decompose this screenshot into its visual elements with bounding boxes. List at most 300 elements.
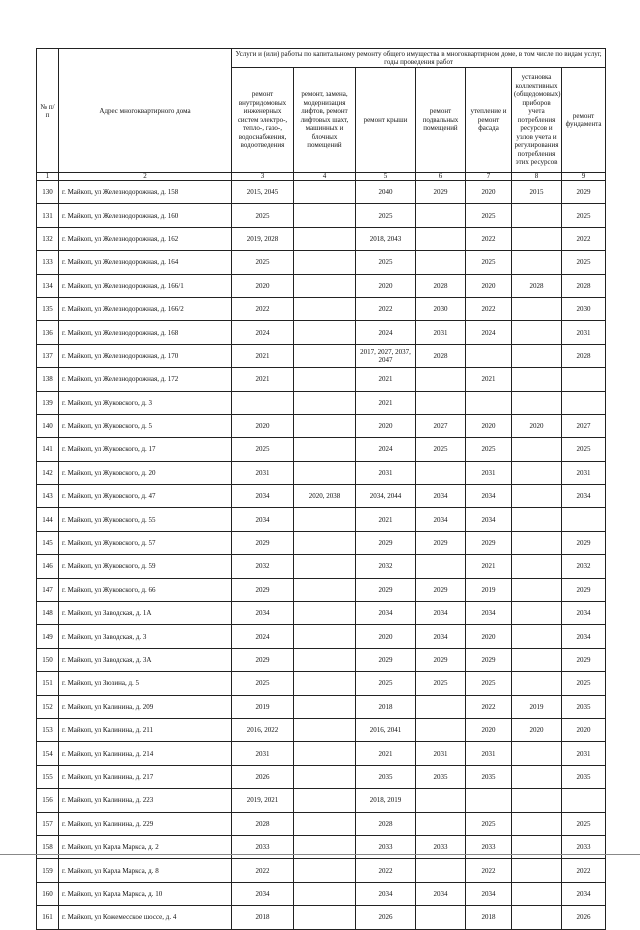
cell-facade: 2034 <box>466 602 512 625</box>
table-body <box>37 181 606 930</box>
cell-elevators <box>294 438 356 461</box>
header-col-address: Адрес многоквартирного дома <box>59 49 232 173</box>
cell-facade: 2033 <box>466 835 512 858</box>
cell-elevators <box>294 297 356 320</box>
row-address: г. Майкоп, ул Калинина, д. 209 <box>59 695 232 718</box>
cell-roof: 2034 <box>356 882 416 905</box>
cell-foundation: 2031 <box>562 321 606 344</box>
table-row <box>37 555 606 578</box>
cell-elevators <box>294 765 356 788</box>
row-address: г. Майкоп, ул Железнодорожная, д. 172 <box>59 368 232 391</box>
cell-facade <box>466 391 512 414</box>
table-row <box>37 906 606 929</box>
cell-facade: 2025 <box>466 812 512 835</box>
cell-elevators <box>294 461 356 484</box>
row-address: г. Майкоп, ул Калинина, д. 223 <box>59 789 232 812</box>
cell-basement: 2028 <box>416 274 466 297</box>
cell-foundation: 2025 <box>562 204 606 227</box>
cell-engineering-systems: 2029 <box>232 578 294 601</box>
row-number: 157 <box>37 812 59 835</box>
row-address: г. Майкоп, ул Железнодорожная, д. 160 <box>59 204 232 227</box>
cell-foundation: 2030 <box>562 297 606 320</box>
cell-engineering-systems: 2029 <box>232 648 294 671</box>
table-row <box>37 321 606 344</box>
cell-facade <box>466 789 512 812</box>
cell-basement: 2029 <box>416 648 466 671</box>
table-row <box>37 672 606 695</box>
cell-basement <box>416 695 466 718</box>
cell-metering <box>512 906 562 929</box>
cell-facade: 2022 <box>466 297 512 320</box>
row-number: 150 <box>37 648 59 671</box>
row-number: 148 <box>37 602 59 625</box>
cell-engineering-systems: 2016, 2022 <box>232 718 294 741</box>
cell-engineering-systems: 2025 <box>232 204 294 227</box>
cell-metering <box>512 835 562 858</box>
row-address: г. Майкоп, ул Жуковского, д. 3 <box>59 391 232 414</box>
table-row <box>37 227 606 250</box>
cell-elevators <box>294 625 356 648</box>
cell-metering <box>512 321 562 344</box>
cell-foundation: 2034 <box>562 625 606 648</box>
row-address: г. Майкоп, ул Железнодорожная, д. 166/1 <box>59 274 232 297</box>
cell-foundation <box>562 391 606 414</box>
cell-metering <box>512 391 562 414</box>
cell-engineering-systems: 2034 <box>232 602 294 625</box>
cell-foundation: 2035 <box>562 695 606 718</box>
row-number: 133 <box>37 251 59 274</box>
row-address: г. Майкоп, ул Жуковского, д. 17 <box>59 438 232 461</box>
header-service-foundation: ремонт фундамента <box>562 68 606 173</box>
cell-roof: 2021 <box>356 391 416 414</box>
cell-metering <box>512 625 562 648</box>
cell-elevators <box>294 531 356 554</box>
row-number: 138 <box>37 368 59 391</box>
header-service-facade: утепление и ремонт фасада <box>466 68 512 173</box>
header-services-group: Услуги и (или) работы по капитальному ремонту общего имущества в многоквартирном доме, в том числе по видам услуг, годы проведения работ <box>232 49 606 68</box>
cell-engineering-systems: 2025 <box>232 672 294 695</box>
table-row <box>37 602 606 625</box>
cell-facade: 2034 <box>466 882 512 905</box>
header-service-roof: ремонт крыши <box>356 68 416 173</box>
cell-facade: 2020 <box>466 274 512 297</box>
cell-engineering-systems: 2031 <box>232 461 294 484</box>
cell-metering: 2020 <box>512 414 562 437</box>
cell-elevators <box>294 274 356 297</box>
row-number: 145 <box>37 531 59 554</box>
cell-foundation: 2025 <box>562 251 606 274</box>
column-number: 8 <box>512 173 562 181</box>
column-number: 9 <box>562 173 606 181</box>
row-address: г. Майкоп, ул Калинина, д. 217 <box>59 765 232 788</box>
cell-elevators <box>294 555 356 578</box>
cell-foundation: 2026 <box>562 906 606 929</box>
cell-elevators <box>294 391 356 414</box>
cell-engineering-systems: 2019 <box>232 695 294 718</box>
cell-roof: 2021 <box>356 508 416 531</box>
cell-elevators <box>294 812 356 835</box>
cell-facade: 2021 <box>466 368 512 391</box>
cell-foundation: 2022 <box>562 859 606 882</box>
cell-metering <box>512 297 562 320</box>
row-number: 142 <box>37 461 59 484</box>
cell-metering <box>512 648 562 671</box>
cell-engineering-systems: 2034 <box>232 485 294 508</box>
cell-facade: 2019 <box>466 578 512 601</box>
cell-facade: 2031 <box>466 461 512 484</box>
cell-engineering-systems: 2018 <box>232 906 294 929</box>
cell-facade: 2020 <box>466 718 512 741</box>
cell-basement <box>416 812 466 835</box>
column-number: 3 <box>232 173 294 181</box>
header-service-metering: установка коллективных (общедомовых) приборов учета потребления ресурсов и узлов учета и регулирования потребления этих ресурсов <box>512 68 562 173</box>
table-row <box>37 461 606 484</box>
cell-facade: 2021 <box>466 555 512 578</box>
row-address: г. Майкоп, ул Карла Маркса, д. 2 <box>59 835 232 858</box>
cell-basement: 2030 <box>416 297 466 320</box>
cell-basement: 2034 <box>416 602 466 625</box>
column-number: 7 <box>466 173 512 181</box>
table-row <box>37 648 606 671</box>
row-number: 154 <box>37 742 59 765</box>
cell-basement: 2035 <box>416 765 466 788</box>
cell-foundation: 2020 <box>562 718 606 741</box>
row-number: 159 <box>37 859 59 882</box>
column-number: 1 <box>37 173 59 181</box>
cell-elevators <box>294 321 356 344</box>
cell-engineering-systems: 2034 <box>232 508 294 531</box>
cell-engineering-systems: 2021 <box>232 368 294 391</box>
cell-metering <box>512 602 562 625</box>
row-address: г. Майкоп, ул Жуковского, д. 57 <box>59 531 232 554</box>
cell-facade: 2035 <box>466 765 512 788</box>
table-row <box>37 765 606 788</box>
cell-basement <box>416 391 466 414</box>
table-row <box>37 508 606 531</box>
row-address: г. Майкоп, ул Железнодорожная, д. 162 <box>59 227 232 250</box>
column-number: 5 <box>356 173 416 181</box>
column-number: 6 <box>416 173 466 181</box>
cell-foundation: 2029 <box>562 531 606 554</box>
cell-basement: 2033 <box>416 835 466 858</box>
cell-elevators <box>294 648 356 671</box>
cell-elevators <box>294 204 356 227</box>
table-row <box>37 531 606 554</box>
cell-roof: 2016, 2041 <box>356 718 416 741</box>
table-row <box>37 625 606 648</box>
cell-roof: 2034 <box>356 602 416 625</box>
row-address: г. Майкоп, ул Зюзина, д. 5 <box>59 672 232 695</box>
header-service-engineering-systems: ремонт внутридомовых инженерных систем электро-, тепло-, газо-, водоснабжения, водоотведения <box>232 68 294 173</box>
row-number: 151 <box>37 672 59 695</box>
cell-basement: 2034 <box>416 882 466 905</box>
header-col-number: № п/п <box>37 49 59 173</box>
cell-roof: 2018 <box>356 695 416 718</box>
cell-facade: 2029 <box>466 648 512 671</box>
row-number: 132 <box>37 227 59 250</box>
cell-metering <box>512 438 562 461</box>
cell-facade: 2018 <box>466 906 512 929</box>
cell-roof: 2022 <box>356 297 416 320</box>
cell-foundation: 2029 <box>562 648 606 671</box>
cell-roof: 2020 <box>356 274 416 297</box>
row-address: г. Майкоп, ул Жуковского, д. 5 <box>59 414 232 437</box>
cell-roof: 2024 <box>356 321 416 344</box>
cell-elevators <box>294 181 356 204</box>
cell-roof: 2031 <box>356 461 416 484</box>
cell-metering <box>512 742 562 765</box>
cell-metering <box>512 344 562 367</box>
cell-facade: 2022 <box>466 859 512 882</box>
column-number: 4 <box>294 173 356 181</box>
row-number: 146 <box>37 555 59 578</box>
cell-engineering-systems: 2025 <box>232 251 294 274</box>
cell-elevators <box>294 251 356 274</box>
cell-engineering-systems: 2033 <box>232 835 294 858</box>
cell-foundation: 2028 <box>562 274 606 297</box>
row-number: 141 <box>37 438 59 461</box>
table-row <box>37 835 606 858</box>
row-number: 156 <box>37 789 59 812</box>
cell-roof: 2034, 2044 <box>356 485 416 508</box>
cell-facade: 2022 <box>466 695 512 718</box>
cell-foundation: 2031 <box>562 461 606 484</box>
cell-roof: 2018, 2019 <box>356 789 416 812</box>
cell-metering <box>512 578 562 601</box>
cell-facade: 2034 <box>466 508 512 531</box>
cell-roof: 2020 <box>356 414 416 437</box>
table-row <box>37 882 606 905</box>
row-address: г. Майкоп, ул Железнодорожная, д. 170 <box>59 344 232 367</box>
cell-foundation: 2031 <box>562 742 606 765</box>
row-number: 152 <box>37 695 59 718</box>
cell-elevators <box>294 695 356 718</box>
table-row <box>37 204 606 227</box>
table-row <box>37 695 606 718</box>
cell-roof: 2040 <box>356 181 416 204</box>
cell-engineering-systems: 2015, 2045 <box>232 181 294 204</box>
row-number: 160 <box>37 882 59 905</box>
cell-elevators <box>294 368 356 391</box>
table-row <box>37 368 606 391</box>
cell-elevators <box>294 718 356 741</box>
table-row <box>37 274 606 297</box>
cell-metering <box>512 531 562 554</box>
cell-elevators <box>294 835 356 858</box>
row-address: г. Майкоп, ул Заводская, д. 3 <box>59 625 232 648</box>
cell-metering <box>512 555 562 578</box>
table-row <box>37 859 606 882</box>
cell-metering <box>512 227 562 250</box>
row-address: г. Майкоп, ул Железнодорожная, д. 168 <box>59 321 232 344</box>
cell-facade: 2034 <box>466 485 512 508</box>
row-address: г. Майкоп, ул Жуковского, д. 20 <box>59 461 232 484</box>
row-address: г. Майкоп, ул Жуковского, д. 59 <box>59 555 232 578</box>
row-address: г. Майкоп, ул Жуковского, д. 66 <box>59 578 232 601</box>
cell-facade: 2020 <box>466 181 512 204</box>
row-address: г. Майкоп, ул Железнодорожная, д. 164 <box>59 251 232 274</box>
cell-facade: 2025 <box>466 438 512 461</box>
cell-metering <box>512 789 562 812</box>
cell-basement <box>416 555 466 578</box>
cell-roof: 2028 <box>356 812 416 835</box>
capital-repair-table <box>36 48 606 930</box>
table-row <box>37 181 606 204</box>
cell-engineering-systems: 2029 <box>232 531 294 554</box>
cell-basement: 2034 <box>416 625 466 648</box>
cell-engineering-systems: 2025 <box>232 438 294 461</box>
cell-metering <box>512 765 562 788</box>
row-number: 137 <box>37 344 59 367</box>
cell-roof: 2025 <box>356 204 416 227</box>
cell-basement <box>416 461 466 484</box>
table-row <box>37 344 606 367</box>
cell-foundation: 2025 <box>562 812 606 835</box>
cell-metering <box>512 485 562 508</box>
row-address: г. Майкоп, ул Железнодорожная, д. 166/2 <box>59 297 232 320</box>
cell-foundation: 2025 <box>562 672 606 695</box>
row-address: г. Майкоп, ул Жуковского, д. 47 <box>59 485 232 508</box>
row-address: г. Майкоп, ул Кожемесское шоссе, д. 4 <box>59 906 232 929</box>
cell-foundation: 2034 <box>562 882 606 905</box>
cell-basement: 2031 <box>416 742 466 765</box>
table-row <box>37 414 606 437</box>
scan-edge-line <box>0 854 640 855</box>
cell-elevators <box>294 672 356 695</box>
cell-foundation: 2032 <box>562 555 606 578</box>
cell-foundation: 2027 <box>562 414 606 437</box>
cell-foundation: 2029 <box>562 181 606 204</box>
header-service-basement: ремонт подвальных помещений <box>416 68 466 173</box>
cell-facade: 2022 <box>466 227 512 250</box>
column-number: 2 <box>59 173 232 181</box>
cell-engineering-systems: 2019, 2028 <box>232 227 294 250</box>
cell-roof: 2025 <box>356 672 416 695</box>
cell-metering: 2015 <box>512 181 562 204</box>
cell-facade: 2020 <box>466 625 512 648</box>
cell-engineering-systems: 2034 <box>232 882 294 905</box>
cell-elevators <box>294 859 356 882</box>
cell-elevators: 2020, 2038 <box>294 485 356 508</box>
cell-facade: 2025 <box>466 672 512 695</box>
cell-metering <box>512 882 562 905</box>
row-number: 135 <box>37 297 59 320</box>
row-number: 153 <box>37 718 59 741</box>
cell-foundation: 2034 <box>562 485 606 508</box>
cell-elevators <box>294 508 356 531</box>
cell-roof: 2029 <box>356 648 416 671</box>
row-number: 140 <box>37 414 59 437</box>
cell-foundation: 2029 <box>562 578 606 601</box>
row-number: 134 <box>37 274 59 297</box>
cell-facade: 2029 <box>466 531 512 554</box>
cell-roof: 2022 <box>356 859 416 882</box>
cell-roof: 2024 <box>356 438 416 461</box>
cell-roof: 2021 <box>356 742 416 765</box>
cell-foundation: 2034 <box>562 602 606 625</box>
cell-roof: 2029 <box>356 578 416 601</box>
cell-roof: 2026 <box>356 906 416 929</box>
cell-basement: 2028 <box>416 344 466 367</box>
table-row <box>37 485 606 508</box>
cell-elevators <box>294 414 356 437</box>
row-number: 147 <box>37 578 59 601</box>
cell-metering <box>512 461 562 484</box>
cell-basement <box>416 251 466 274</box>
cell-elevators <box>294 882 356 905</box>
cell-foundation <box>562 368 606 391</box>
cell-metering <box>512 204 562 227</box>
cell-facade: 2031 <box>466 742 512 765</box>
cell-basement <box>416 204 466 227</box>
table-row <box>37 438 606 461</box>
cell-engineering-systems: 2031 <box>232 742 294 765</box>
table-row <box>37 251 606 274</box>
cell-basement: 2034 <box>416 508 466 531</box>
cell-elevators <box>294 789 356 812</box>
row-address: г. Майкоп, ул Калинина, д. 214 <box>59 742 232 765</box>
cell-elevators <box>294 906 356 929</box>
cell-basement: 2029 <box>416 531 466 554</box>
cell-basement <box>416 718 466 741</box>
cell-engineering-systems: 2024 <box>232 625 294 648</box>
cell-basement: 2031 <box>416 321 466 344</box>
row-number: 158 <box>37 835 59 858</box>
row-address: г. Майкоп, ул Карла Маркса, д. 10 <box>59 882 232 905</box>
cell-engineering-systems: 2022 <box>232 859 294 882</box>
cell-engineering-systems: 2020 <box>232 414 294 437</box>
table-row <box>37 578 606 601</box>
cell-basement <box>416 227 466 250</box>
row-address: г. Майкоп, ул Заводская, д. 1А <box>59 602 232 625</box>
cell-engineering-systems: 2032 <box>232 555 294 578</box>
cell-metering: 2020 <box>512 718 562 741</box>
cell-facade: 2025 <box>466 204 512 227</box>
table-row <box>37 789 606 812</box>
row-address: г. Майкоп, ул Калинина, д. 229 <box>59 812 232 835</box>
cell-elevators <box>294 742 356 765</box>
cell-roof: 2021 <box>356 368 416 391</box>
row-number: 161 <box>37 906 59 929</box>
cell-foundation <box>562 508 606 531</box>
table-row <box>37 742 606 765</box>
row-number: 131 <box>37 204 59 227</box>
cell-metering <box>512 251 562 274</box>
cell-metering: 2028 <box>512 274 562 297</box>
cell-basement: 2029 <box>416 578 466 601</box>
cell-elevators <box>294 227 356 250</box>
row-address: г. Майкоп, ул Заводская, д. 3А <box>59 648 232 671</box>
cell-roof: 2032 <box>356 555 416 578</box>
row-number: 136 <box>37 321 59 344</box>
cell-basement: 2025 <box>416 438 466 461</box>
cell-engineering-systems: 2026 <box>232 765 294 788</box>
row-address: г. Майкоп, ул Калинина, д. 211 <box>59 718 232 741</box>
cell-basement <box>416 906 466 929</box>
table-row <box>37 297 606 320</box>
cell-engineering-systems: 2022 <box>232 297 294 320</box>
cell-foundation <box>562 789 606 812</box>
cell-basement: 2034 <box>416 485 466 508</box>
cell-metering <box>512 508 562 531</box>
cell-foundation: 2033 <box>562 835 606 858</box>
cell-engineering-systems: 2028 <box>232 812 294 835</box>
cell-elevators <box>294 578 356 601</box>
cell-roof: 2017, 2027, 2037, 2047 <box>356 344 416 367</box>
cell-basement <box>416 368 466 391</box>
cell-facade <box>466 344 512 367</box>
row-number: 149 <box>37 625 59 648</box>
